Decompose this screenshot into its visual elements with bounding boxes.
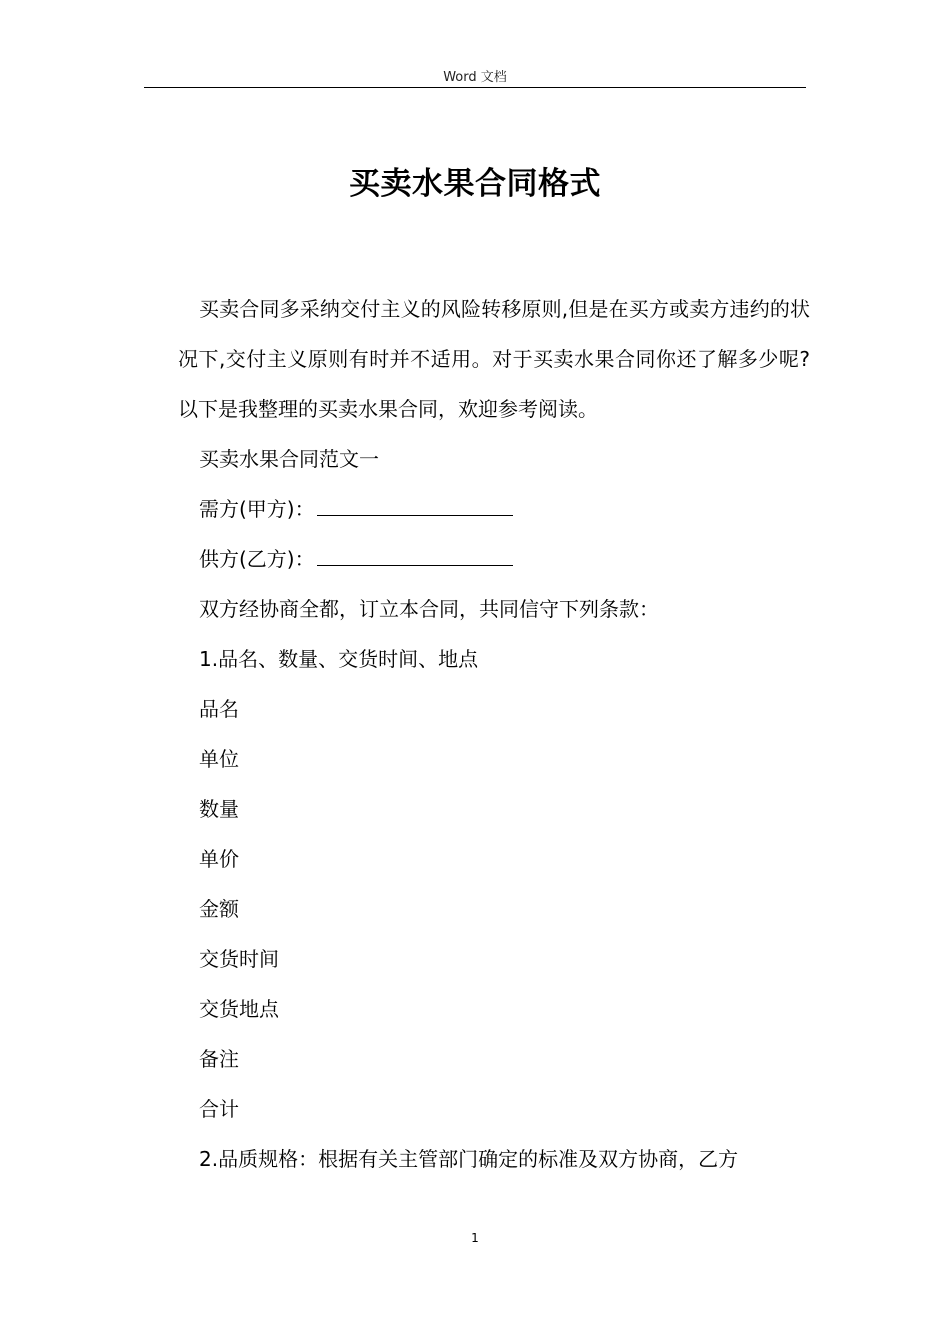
sample-heading: 买卖水果合同范文一 bbox=[199, 447, 379, 471]
seller-line bbox=[178, 534, 810, 584]
intro-paragraph: 买卖合同多采纳交付主义的风险转移原则,但是在买方或卖方违约的状况下,交付主义原则有时并不适用。对于买卖水果合同你还了解多少呢?以下是我整理的买卖水果合同，欢迎参考阅读。 bbox=[178, 297, 810, 421]
field-remarks: 备注 bbox=[199, 1047, 239, 1071]
seller-label: 供方(乙方)： bbox=[199, 547, 315, 571]
page-number: 1 bbox=[471, 1231, 479, 1245]
field-amount: 金额 bbox=[199, 897, 239, 921]
field-delivery-time: 交货时间 bbox=[199, 947, 279, 971]
document-title: 买卖水果合同格式 bbox=[349, 166, 601, 202]
header-rule bbox=[144, 87, 806, 88]
buyer-blank bbox=[317, 493, 513, 516]
agreement-line: 双方经协商全都，订立本合同，共同信守下列条款： bbox=[199, 597, 659, 621]
field-delivery-place: 交货地点 bbox=[199, 997, 279, 1021]
clause2-line: 2.品质规格：根据有关主管部门确定的标准及双方协商，乙方 bbox=[199, 1147, 739, 1171]
buyer-label: 需方(甲方)： bbox=[199, 497, 315, 521]
contract-body bbox=[178, 434, 810, 1184]
field-total: 合计 bbox=[199, 1097, 239, 1121]
field-unit-price: 单价 bbox=[199, 847, 239, 871]
buyer-line bbox=[178, 484, 810, 534]
seller-blank bbox=[317, 543, 513, 566]
field-unit: 单位 bbox=[199, 747, 239, 771]
field-quantity: 数量 bbox=[199, 797, 239, 821]
page-header: Word 文档 bbox=[443, 70, 507, 85]
intro-section bbox=[178, 284, 810, 434]
clause1-heading: 1.品名、数量、交货时间、地点 bbox=[199, 647, 479, 671]
field-product-name: 品名 bbox=[199, 697, 239, 721]
